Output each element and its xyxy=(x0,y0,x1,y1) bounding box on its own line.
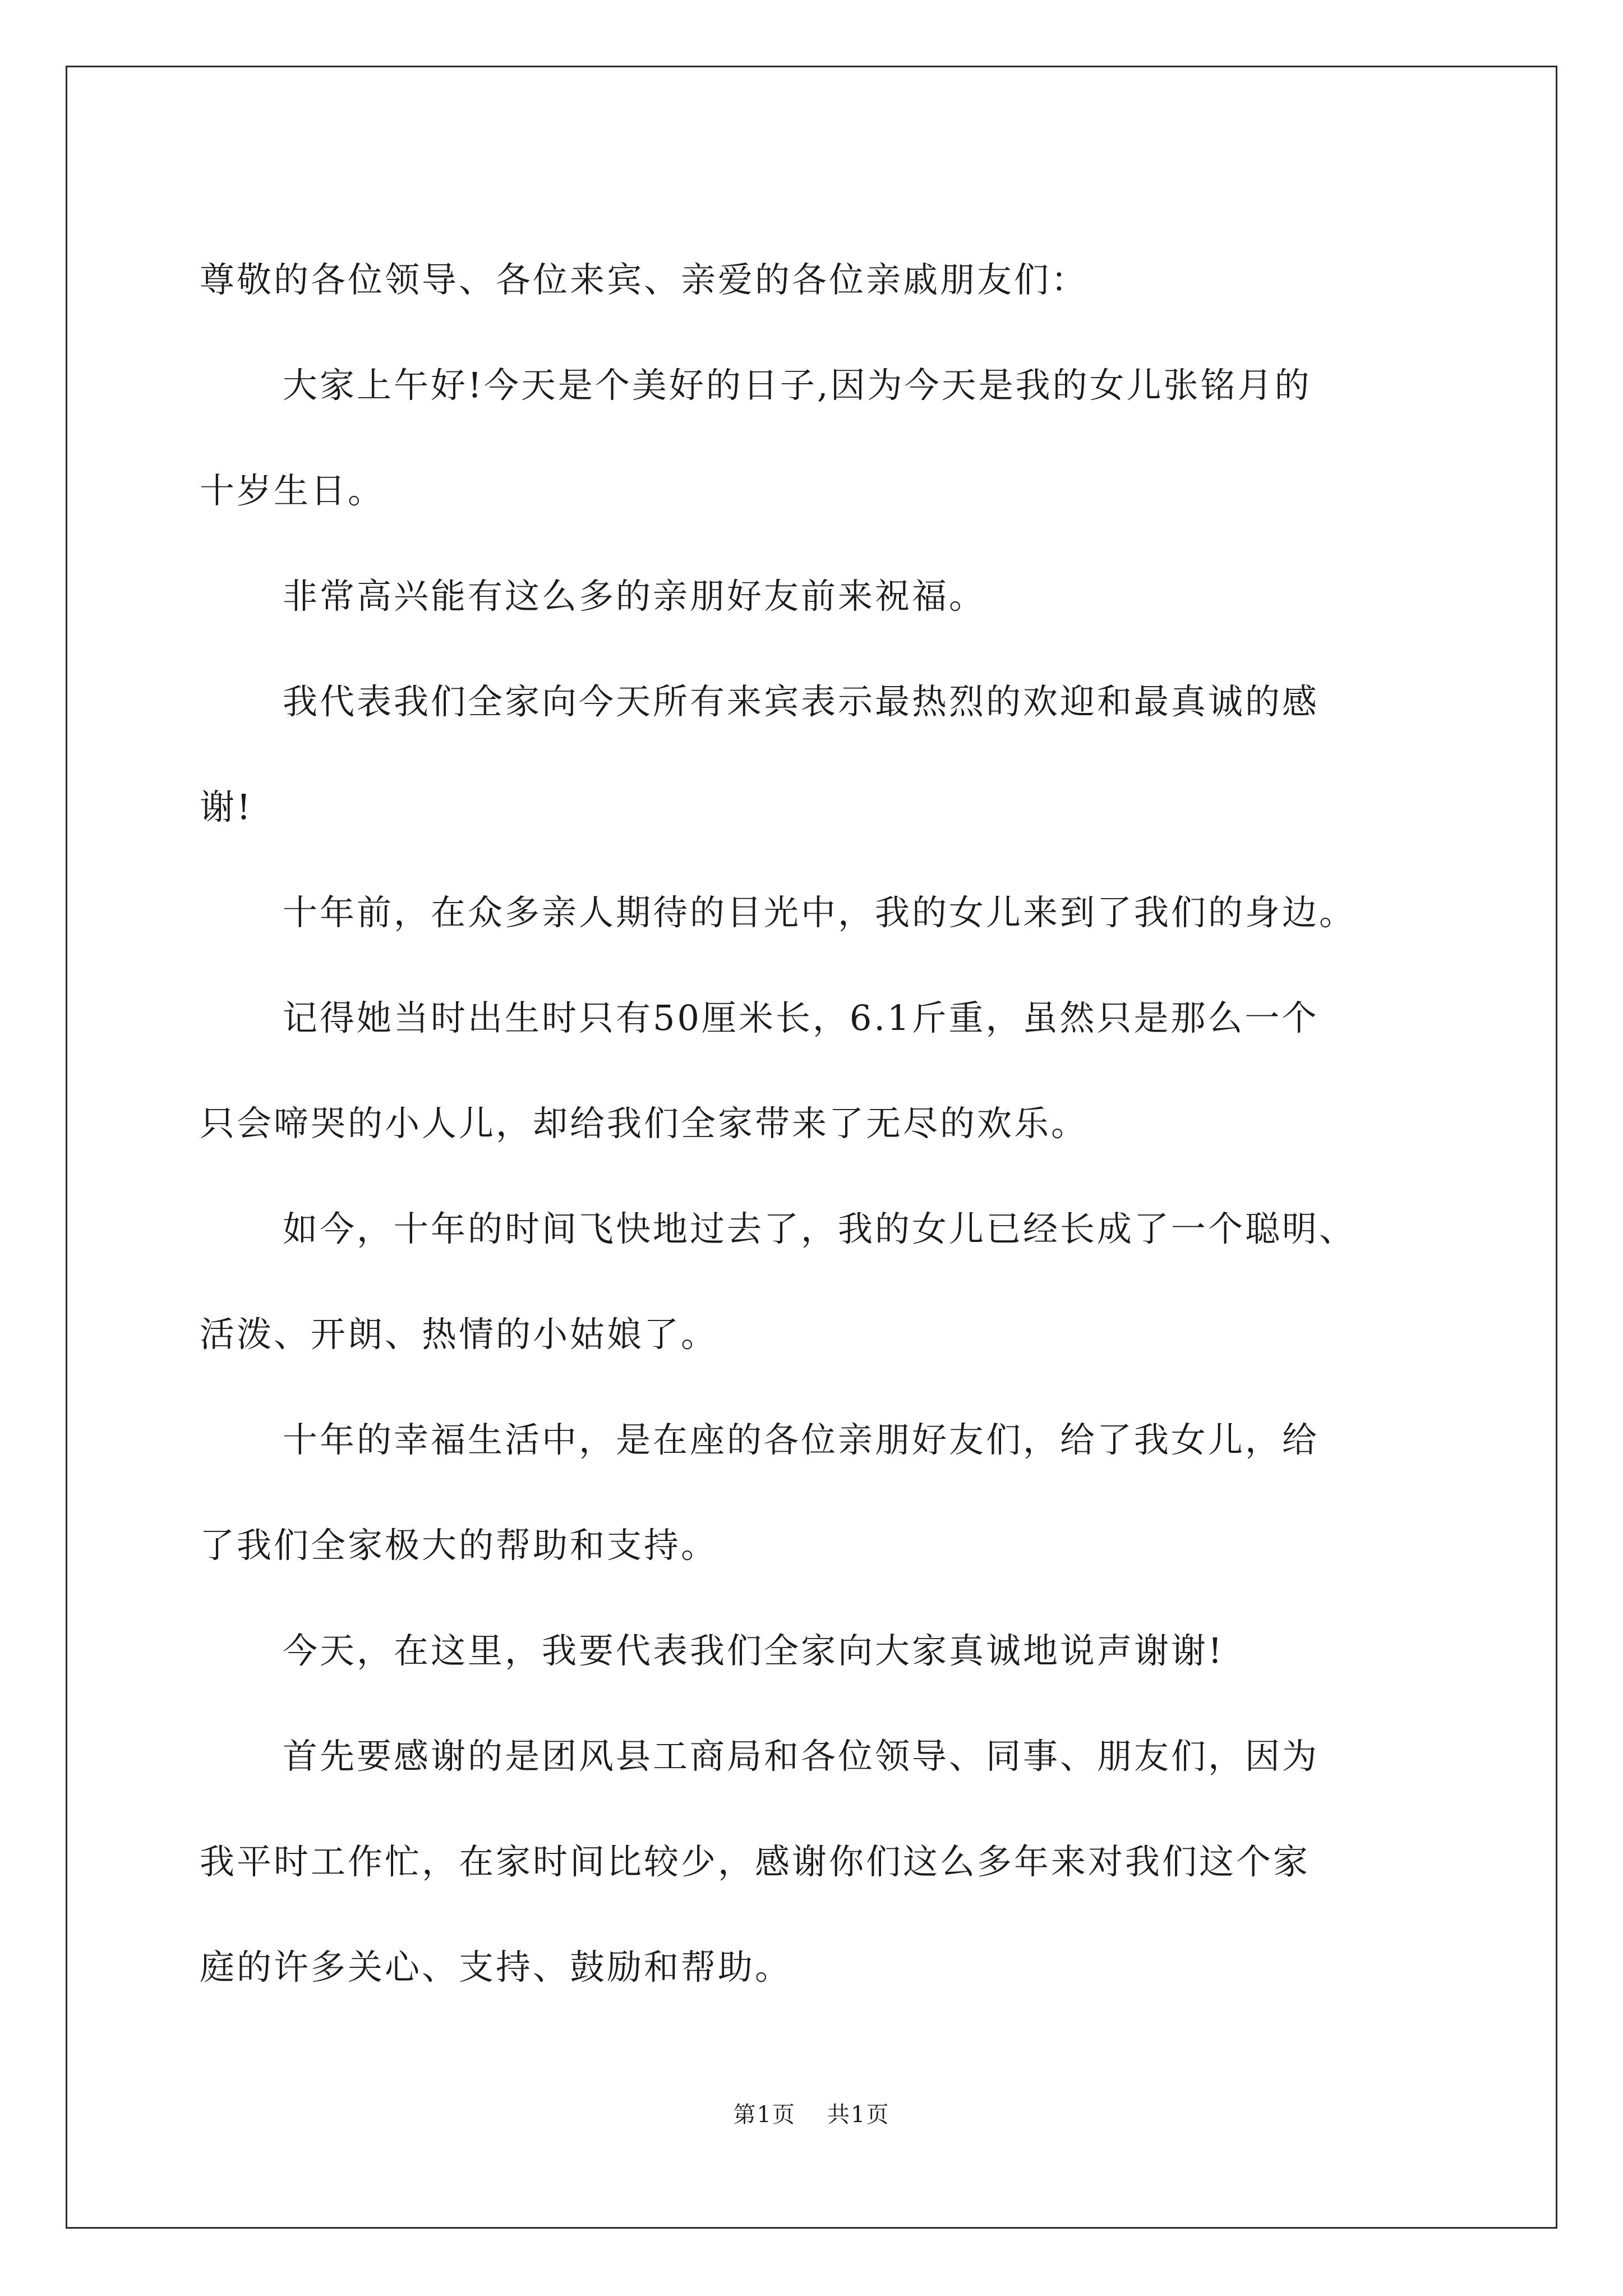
paragraph-3 xyxy=(200,649,1433,860)
paragraph-2-line-1: 非常高兴能有这么多的亲朋好友前来祝福。 xyxy=(283,576,986,616)
paragraph-4-line-1: 十年前，在众多亲人期待的目光中，我的女儿来到了我们的身边。 xyxy=(283,892,1357,933)
paragraph-3-line-2: 谢! xyxy=(200,786,253,827)
paragraph-7-line-1: 十年的幸福生活中，是在座的各位亲朋好友们，给了我女儿，给 xyxy=(283,1419,1320,1460)
paragraph-3-line-1: 我代表我们全家向今天所有来宾表示最热烈的欢迎和最真诚的感 xyxy=(283,681,1320,722)
document-body xyxy=(200,227,1433,2020)
paragraph-6-line-1: 如今，十年的时间飞快地过去了，我的女儿已经长成了一个聪明、 xyxy=(283,1208,1357,1249)
paragraph-5 xyxy=(200,965,1433,1176)
paragraph-8 xyxy=(200,1598,1433,1704)
paragraph-9 xyxy=(200,1704,1433,2020)
paragraph-6-line-2: 活泼、开朗、热情的小姑娘了。 xyxy=(200,1314,718,1355)
paragraph-9-line-1: 首先要感谢的是团风县工商局和各位领导、同事、朋友们，因为 xyxy=(283,1736,1320,1777)
paragraph-1 xyxy=(200,333,1433,544)
paragraph-9-line-3: 庭的许多关心、支持、鼓励和帮助。 xyxy=(200,1947,792,1987)
paragraph-6 xyxy=(200,1176,1433,1387)
paragraph-1-line-1: 大家上午好!今天是个美好的日子,因为今天是我的女儿张铭月的 xyxy=(283,365,1312,406)
page-total: 共1页 xyxy=(827,2102,890,2128)
paragraph-4 xyxy=(200,860,1433,965)
paragraph-9-line-2: 我平时工作忙，在家时间比较少，感谢你们这么多年来对我们这个家 xyxy=(200,1841,1311,1882)
paragraph-7-line-2: 了我们全家极大的帮助和支持。 xyxy=(200,1525,718,1566)
page-footer xyxy=(0,2097,1623,2129)
page-number: 第1页 xyxy=(733,2102,796,2128)
paragraph-7 xyxy=(200,1387,1433,1598)
paragraph-2 xyxy=(200,544,1433,649)
paragraph-8-line-1: 今天，在这里，我要代表我们全家向大家真诚地说声谢谢! xyxy=(283,1630,1224,1671)
paragraph-1-line-2: 十岁生日。 xyxy=(200,470,385,511)
paragraph-5-line-2: 只会啼哭的小人儿，却给我们全家带来了无尽的欢乐。 xyxy=(200,1103,1089,1144)
paragraph-5-line-1: 记得她当时出生时只有50厘米长，6.1斤重，虽然只是那么一个 xyxy=(283,997,1319,1038)
salutation: 尊敬的各位领导、各位来宾、亲爱的各位亲戚朋友们： xyxy=(200,259,1089,300)
